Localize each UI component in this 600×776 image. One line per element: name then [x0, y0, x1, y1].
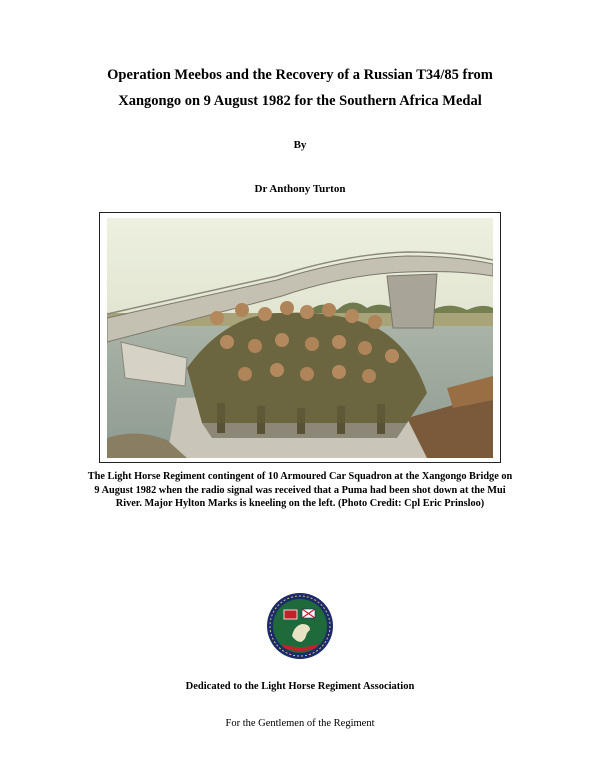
photo-caption: The Light Horse Regiment contingent of 10 Armoured Car Squadron at the Xangongo Bridge on 9 August 1982 when the radio signal was received that a Puma had been shot down at the Mui River. Major Hylton Marks is kneeling on the left. (Photo Credit: Cpl Eric Prinsloo) [87, 471, 513, 510]
title-line-1: Operation Meebos and the Recovery of a Russian T34/85 from [107, 67, 493, 83]
author-name: Dr Anthony Turton [254, 183, 346, 195]
by-label: By [293, 139, 307, 151]
regiment-crest-icon [266, 592, 334, 660]
group-photo [107, 218, 493, 458]
bridge-pier [387, 274, 437, 328]
footer-note: For the Gentlemen of the Regiment [225, 718, 375, 729]
title-line-2: Xangongo on 9 August 1982 for the Southern Africa Medal [118, 93, 482, 109]
photo-frame [99, 212, 501, 463]
dedication: Dedicated to the Light Horse Regiment Association [185, 681, 415, 692]
document-title [0, 62, 600, 114]
